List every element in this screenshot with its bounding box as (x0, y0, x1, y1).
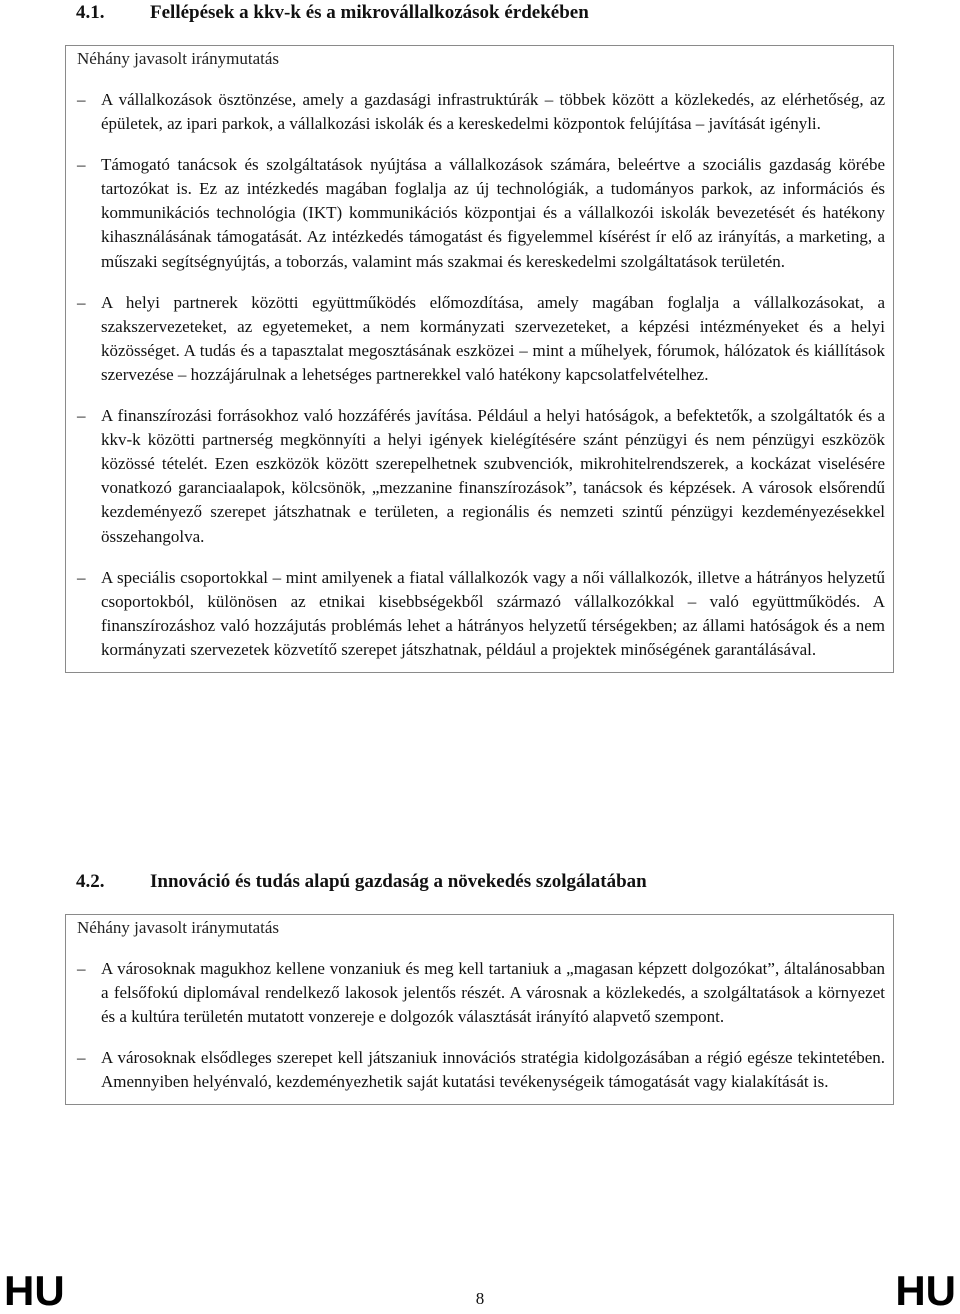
list-item-text: A városoknak elsődleges szerepet kell játszaniuk innovációs stratégia kidolgozásában a régió egésze tekintetében. Amennyiben helyénvaló, kezdeményezhetik saját kutatási tevékenységeik támogatását vagy kialakítását is. (101, 1048, 885, 1092)
guidelines-box-4-1 (65, 45, 894, 673)
page-number: 8 (475, 1289, 485, 1308)
bullet-dash: – (77, 406, 86, 426)
list-item-text: A vállalkozások ösztönzése, amely a gazdasági infrastruktúrák – többek között a közlekedés, az elérhetőség, az épületek, az ipari parkok, a vállalkozási iskolák és a kereskedelmi központok felújítása – javítását igényli. (101, 90, 885, 134)
box-title: Néhány javasolt iránymutatás (77, 49, 280, 68)
list-item (77, 1046, 885, 1094)
section-number: 4.2. (76, 871, 105, 892)
footer-language-code-right: HU (895, 1267, 956, 1314)
list-item-text: A finanszírozási forrásokhoz való hozzáférés javítása. Például a helyi hatóságok, a befektetők, a szolgáltatók és a kkv-k közötti partnerség megkönnyíti a helyi igények kielégítésére szánt pénzügyi és nem pénzügyi eszközök közössé tételét. Ezen eszközök között szerepelhetnek szubvenciók, mikrohitelrendszerek, a kockázat viselésére vonatkozó garanciaalapok, kölcsönök, „mezzanine finanszírozások”, tanácsok és képzések. A városok elsőrendű kezdeményező szerepet játszhatnak e területen, a regionális és nemzeti szintű pénzügyi kezdeményezésekkel összehangolva. (101, 406, 885, 546)
list-item-text: Támogató tanácsok és szolgáltatások nyújtása a vállalkozások számára, beleértve a szociális gazdaság körébe tartozókat is. Ez az intézkedés magában foglalja az új technológiák, a tudományos parkok, az információs és kommunikációs technológia (IKT) kommunikációs központjai és a vállalkozói iskolák bevezetését és hatékony kihasználásának támogatását. Az intézkedés támogatást és figyelemmel kísérést ír elő az irányítás, a marketing, a műszaki segítségnyújtás, a toborzás, valamint más szakmai és kereskedelmi szolgáltatások területén. (101, 155, 885, 271)
section-title: Fellépések a kkv-k és a mikrovállalkozások érdekében (150, 2, 589, 23)
box-title: Néhány javasolt iránymutatás (77, 918, 280, 937)
bullet-dash: – (77, 292, 86, 312)
list-item (77, 566, 885, 662)
list-item (77, 291, 885, 387)
bullet-dash: – (77, 90, 86, 109)
footer-language-code-left: HU (4, 1267, 65, 1314)
section-title: Innováció és tudás alapú gazdaság a növekedés szolgálatában (150, 871, 647, 892)
guidelines-box-4-2 (65, 914, 894, 1105)
list-item (77, 88, 885, 136)
list-item-text: A városoknak magukhoz kellene vonzaniuk és meg kell tartaniuk a „magasan képzett dolgozókat”, általánosabban a felsőfokú diplomával rendelkező lakosok jelentős részét. A városnak a közlekedés, a szolgáltatások a környezet és a kultúra területén mutatott vonzereje e dolgozók választását irányító alapvető szempont. (101, 959, 885, 1027)
list-item-text: A helyi partnerek közötti együttműködés előmozdítása, amely magában foglalja a vállalkozásokat, a szakszervezeteket, az egyetemeket, a nem kormányzati szervezeteket, a képzési intézményeket és a helyi közösséget. A tudás és a tapasztalat megosztásának eszközei – mint a műhelyek, fórumok, hálózatok és kiállítások szervezése – hozzájárulnak a lehetséges partnerekkel való hatékony kapcsolatfelvételhez. (101, 292, 885, 384)
bullet-dash: – (77, 155, 86, 175)
list-item (77, 404, 885, 549)
section-heading-4-1 (76, 1, 589, 25)
list-item (77, 957, 885, 1029)
bullet-dash: – (77, 567, 86, 587)
list-item-text: A speciális csoportokkal – mint amilyenek a fiatal vállalkozók vagy a női vállalkozók, illetve a hátrányos helyzetű csoportokból, különösen az etnikai kisebbségekből származó vállalkozókkal – való együttműködés. A finanszírozáshoz való hozzájutás problémás lehet a hátrányos helyzetű térségekben; az állami hatóságok és a nem kormányzati szervezetek közvetítő szerepet játszhatnak, például a projektek minőségének garantálásával. (101, 567, 885, 659)
list-item (77, 153, 885, 273)
section-number: 4.1. (76, 2, 105, 23)
bullet-dash: – (77, 959, 86, 978)
bullet-dash: – (77, 1048, 86, 1068)
section-heading-4-2 (76, 870, 647, 894)
